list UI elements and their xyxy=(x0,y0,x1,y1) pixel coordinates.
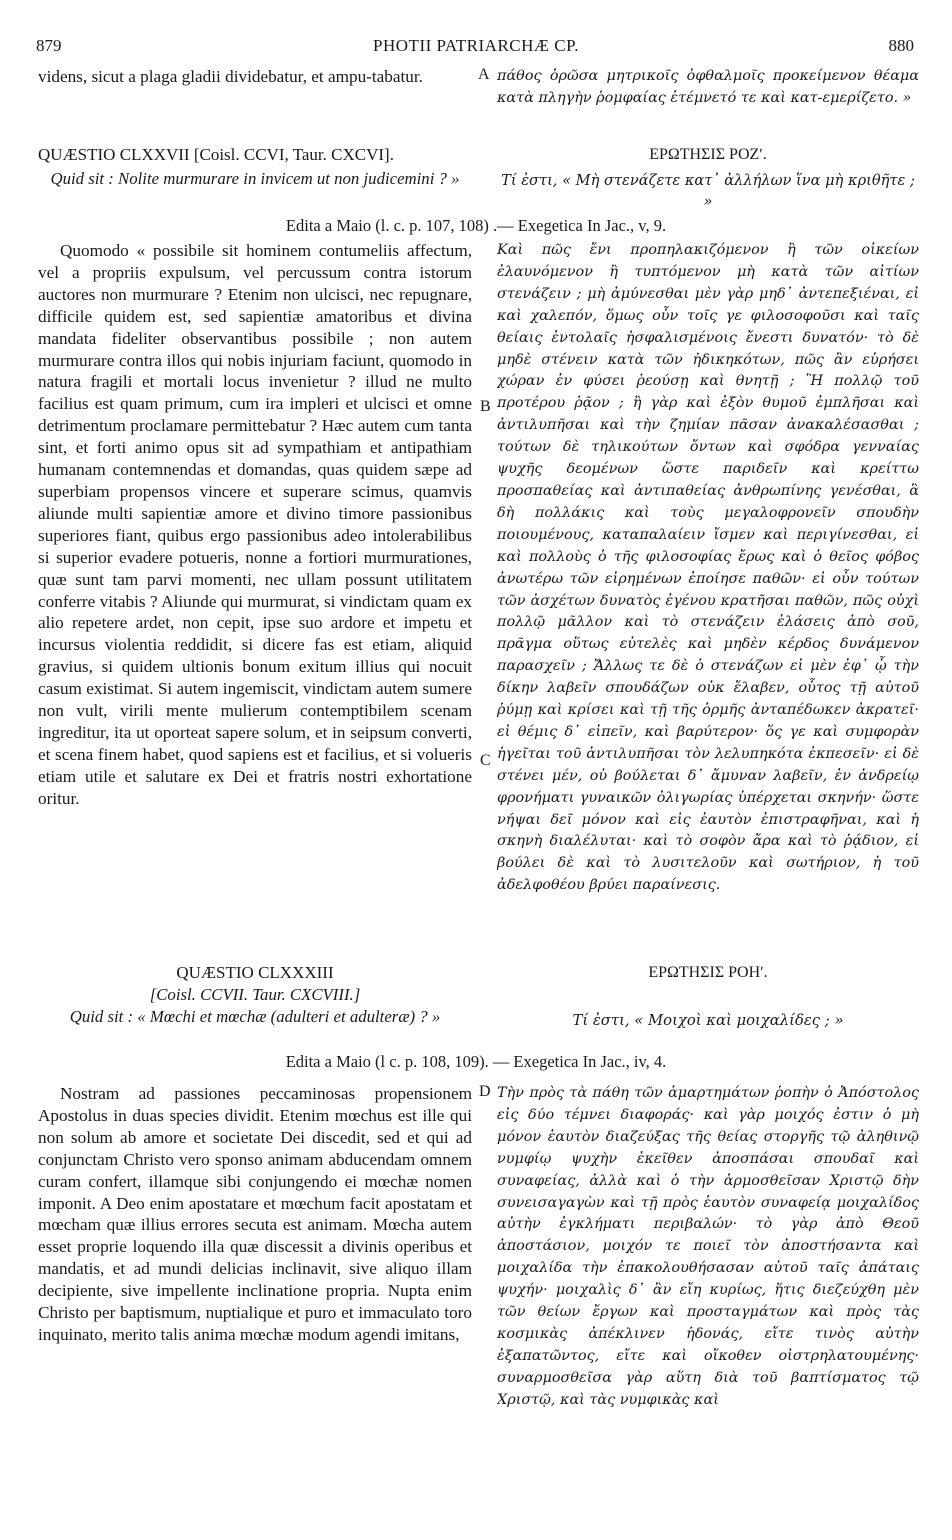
margin-letter-c: C xyxy=(480,752,491,769)
q2-latin-title: QUÆSTIO CLXXXIII xyxy=(176,963,334,982)
page-number-left: 879 xyxy=(36,36,62,55)
q1-greek-quid: Τί ἐστι, « Μὴ στενάζετε κατ᾽ ἀλλήλων ἵνα μὴ κριθῆτε ; » xyxy=(501,172,915,210)
margin-letter-a: A xyxy=(478,66,490,83)
q2-latin-quid: Quid sit : « Mœchi et mœchæ (adulteri et adulteræ) ? » xyxy=(69,1007,441,1026)
q2-greek-quid: Τί ἐστι, « Μοιχοὶ καὶ μοιχαλίδες ; » xyxy=(572,1012,844,1029)
q2-edita-line: Edita a Maio (l c. p. 108, 109). — Exegetica In Jac., iv, 4. xyxy=(285,1052,667,1071)
q2-greek-title: ΕΡΩΤΗΣΙΣ ΡΟΗʹ. xyxy=(648,964,768,981)
page-number-right: 880 xyxy=(888,36,914,55)
q2-latin-sub: [Coisl. CCVII. Taur. CXCVIII.] xyxy=(149,985,361,1004)
running-title: PHOTII PATRIARCHÆ CP. xyxy=(373,36,579,55)
q1-latin-title: QUÆSTIO CLXXVII [Coisl. CCVI, Taur. CXCVI]. xyxy=(38,145,394,164)
latin-continuation: videns, sicut a plaga gladii dividebatur, et ampu-tabatur. xyxy=(38,67,423,86)
q1-latin-quid: Quid sit : Nolite murmurare in invicem ut non judicemini ? » xyxy=(50,169,460,188)
page-header xyxy=(0,36,952,60)
q1-edita-line: Edita a Maio (l. c. p. 107, 108) .— Exegetica In Jac., v, 9. xyxy=(285,216,667,235)
margin-letter-b: B xyxy=(480,398,491,415)
greek-continuation: πάθος ὁρῶσα μητρικοῖς ὀφθαλμοῖς προκείμενον θέαμα κατὰ πληγὴν ῥομφαίας ἐτέμνετό τε καὶ κατ-εμερίζετο. » xyxy=(497,68,919,106)
margin-letter-d: D xyxy=(479,1083,491,1100)
q2-greek-body: Τὴν πρὸς τὰ πάθη τῶν ἁμαρτημάτων ῥοπὴν ὁ Ἀπόστολος εἰς δύο τέμνει διαφοράς· καὶ γὰρ μοιχός ἐστιν ὁ μὴ μόνον ἑαυτὸν διαζεύξας τῆς θείας στοργῆς τῷ ἀληθινῷ νυμφίῳ ψυχὴν ἐκεῖθεν ἀποσπάσαι σπουδαῖ καὶ συναφείας, ἀλλὰ καὶ ὁ τὴν ἁρμοσθεῖσαν Χριστῷ δὴν συνεισαγαγὼν καὶ τῇ πρὸς ἑαυτὸν συναφείᾳ μοιχαλίδος αὐτὴν ἐγκλήματι περιβαλών· τὸ γὰρ ἀπὸ Θεοῦ ἀποστάσιον, μοιχόν τε ποιεῖ τὸν ἀποστήσαντα καὶ μοιχαλίδα τὴν ἐπακολουθήσασαν αὐτοῦ ταῖς ἀπάταις ψυχήν· μοιχαλὶς δ᾽ ἂν εἴη κυρίως, ἥτις διεζεύχθη μὲν τῶν θείων ἔργων καὶ προσταγμάτων καὶ πρὸς τὰς κοσμικὰς ἀπέκλινεν ἡδονάς, εἴτε τινὸς αὐτὴν ἐξαπατῶντος, εἴτε καὶ οἴκοθεν οἰστρηλατουμένης· συναρμοσθεῖσα γὰρ αὕτη διὰ τοῦ βαπτίσματος τῷ Χριστῷ, καὶ τὰς νυμφικὰς καὶ xyxy=(497,1085,919,1408)
q2-latin-body: Nostram ad passiones peccaminosas propensionem Apostolus in duas species dividit. Etenim mœchus est ille qui non solum ab amore et societate Dei discedit, sed et qui ad conjunctam Christo vero sponso animam abducendam omnem curam confert, illamque sibi conjungendo ei mœchæ nomen imponit. A Deo enim apostatare et mœchum facit apostatam et mœcham quæ illius errores secuta est animam. Mœcha autem esset proprie loquendo illa quæ discessit a divinis operibus et mandatis, et ad mundi delicias inclinavit, sive aliquo illam decipiente, sive impellente inclinatione propria. Nupta enim Christo per baptismum, nuptialique et puro et immaculato toro inquinato, merito talis anima mœchæ modum agendi imitans, xyxy=(38,1084,472,1344)
q1-latin-body: Quomodo « possibile sit hominem contumeliis affectum, vel a propriis expulsum, vel percussum contra istorum auctores non murmurare ? Etenim non ulcisci, nec repugnare, difficile quidem est, sed sapientiæ amatoribus et divina mandata fideliter observantibus possibile ; non autem murmurare contra illos qui nobis injuriam faciunt, quomodo in natura fragili et mortali locus invenietur ? illud ne multo facilius est quam primum, cum ira impleri et ulcisci et omne detrimentum proclamare permittebatur ? Hæc autem cum tanta sint, et forti animo opus sit ad sympathiam et antipathiam humanam contemnendas et domandas, quas quidem sæpe ad superbiam propensos vincere et superare scimus, quamvis aliunde multi sapientiæ amore et divino timore passionibus superiores fiant, quibus ergo passionibus adeo intolerabilibus si superior evadere potueris, nonne a fortiori murmurationes, quæ sunt tam parvi momenti, nec ullam possunt utilitatem conferre vitabis ? Aliunde qui murmurat, si vindictam quam ex alio repetere ardet, non cepit, ipse suo ardore et impetu et incursus violentia reddidit, si dicere fas est etiam, aliquid gravius, si quidem ultionis bonum exitum illius qui nocuit casum existimat. Si autem ingemiscit, vindictam autem sumere non vult, virili mente mulierum contemptibilem scenam ingreditur, ita ut oporteat sapere solum, et in seipsum converti, et scena finem habet, quod sapiens est et facilius, et si volueris etiam utile et salutare ex Dei et fratris nostri exhortatione oritur. xyxy=(38,241,472,808)
q1-greek-body: Καὶ πῶς ἔνι προπηλακιζόμενον ἢ τῶν οἰκείων ἐλαυνόμενον ἢ τυπτόμενον μὴ κατὰ τῶν αἰτίων στενάζειν ; μὴ ἀμύνεσθαι μὲν γὰρ μηδ᾽ ἀντεπεξιέναι, εἰ καὶ χαλεπόν, ὅμως οὖν τοῖς γε φιλοσοφοῦσι καὶ ταῖς θείαις ἐντολαῖς ἠσφαλισμένοις ἔνεστι δυνατόν· τὸ δὲ μηδὲ στένειν κατὰ τῶν ἠδικηκότων, πῶς ἂν εὑρήσει χώραν ἐν φύσει ῥεούσῃ καὶ θνητῇ ; Ἢ πολλῷ τοῦ προτέρου ῥᾷον ; ἢ γὰρ καὶ ἐξὸν θυμοῦ ἐμπλῆσαι καὶ ἀντιλυπῆσαι καὶ τὴν ζημίαν πᾶσαν ἀνακαλέσασθαι ; τούτων δὲ τηλικούτων ὄντων καὶ σφόδρα γενναίας ψυχῆς δεομένων ὥστε παριδεῖν καὶ κρείττω προσπαθείας καὶ ἀντιπαθείας ἀνθρωπίνης γενέσθαι, ἃ δὴ πολλάκις καὶ τοὺς μεγαλοφρονεῖν σπουδὴν ποιουμένους, καταπαλαίειν ἴσμεν καὶ περιγίνεσθαι, εἰ καὶ πολλοὺς ὁ τῆς φιλοσοφίας ἔρως καὶ ὁ θεῖος φόβος ἀνωτέρω τῶν εἰρημένων ἐποίησε παθῶν· εἰ οὖν τούτων τῶν ἀσχέτων δυνατὸς ἐγένου κρατῆσαι παθῶν, πῶς οὐχὶ πολλῷ μᾶλλον καὶ τὸ στενάζειν ἐλάσεις ἀπὸ σοῦ, πρᾶγμα οὕτως εὐτελὲς καὶ μηδὲν κέρδος δυνάμενον παρασχεῖν ; Ἄλλως τε δὲ ὁ στενάζων εἰ μὲν ἐφ᾽ ᾧ τὴν δίκην λαβεῖν σπουδάζων οὐκ ἔλαβεν, οὗτος τῇ αὐτοῦ ῥύμῃ καὶ κρίσει καὶ τῇ τῆς ὁρμῆς ἀνταπέδωκεν ἀκρατεῖ· εἰ θέμις δ᾽ εἰπεῖν, καὶ βαρύτερον· ὅς γε καὶ συμφορὰν ἡγεῖται τοῦ ἀντιλυπῆσαι τὸν λελυπηκότα ἐκπεσεῖν· εἰ δὲ στένει μέν, οὐ βούλεται δ᾽ ἄμυναν λαβεῖν, ἐν ἀνδρείῳ φρονήματι γυναικῶν ὀλιγωρίας ὑπέρχεται σκηνήν· ὥστε νήψαι δεῖ μόνον καὶ εἰς ἑαυτὸν ἐπιστραφῆναι, καὶ ἡ σκηνὴ διαλέλυται· καὶ τὸ σοφὸν ἄρα καὶ τὸ ῥᾴδιον, εἰ βούλει δὲ καὶ τὸ λυσιτελοῦν καὶ σωτήριον, ἡ τοῦ ἀδελφοθέου βρύει παραίνεσις. xyxy=(497,242,919,894)
q1-greek-title: ΕΡΩΤΗΣΙΣ ΡΟΖʹ. xyxy=(649,146,767,163)
